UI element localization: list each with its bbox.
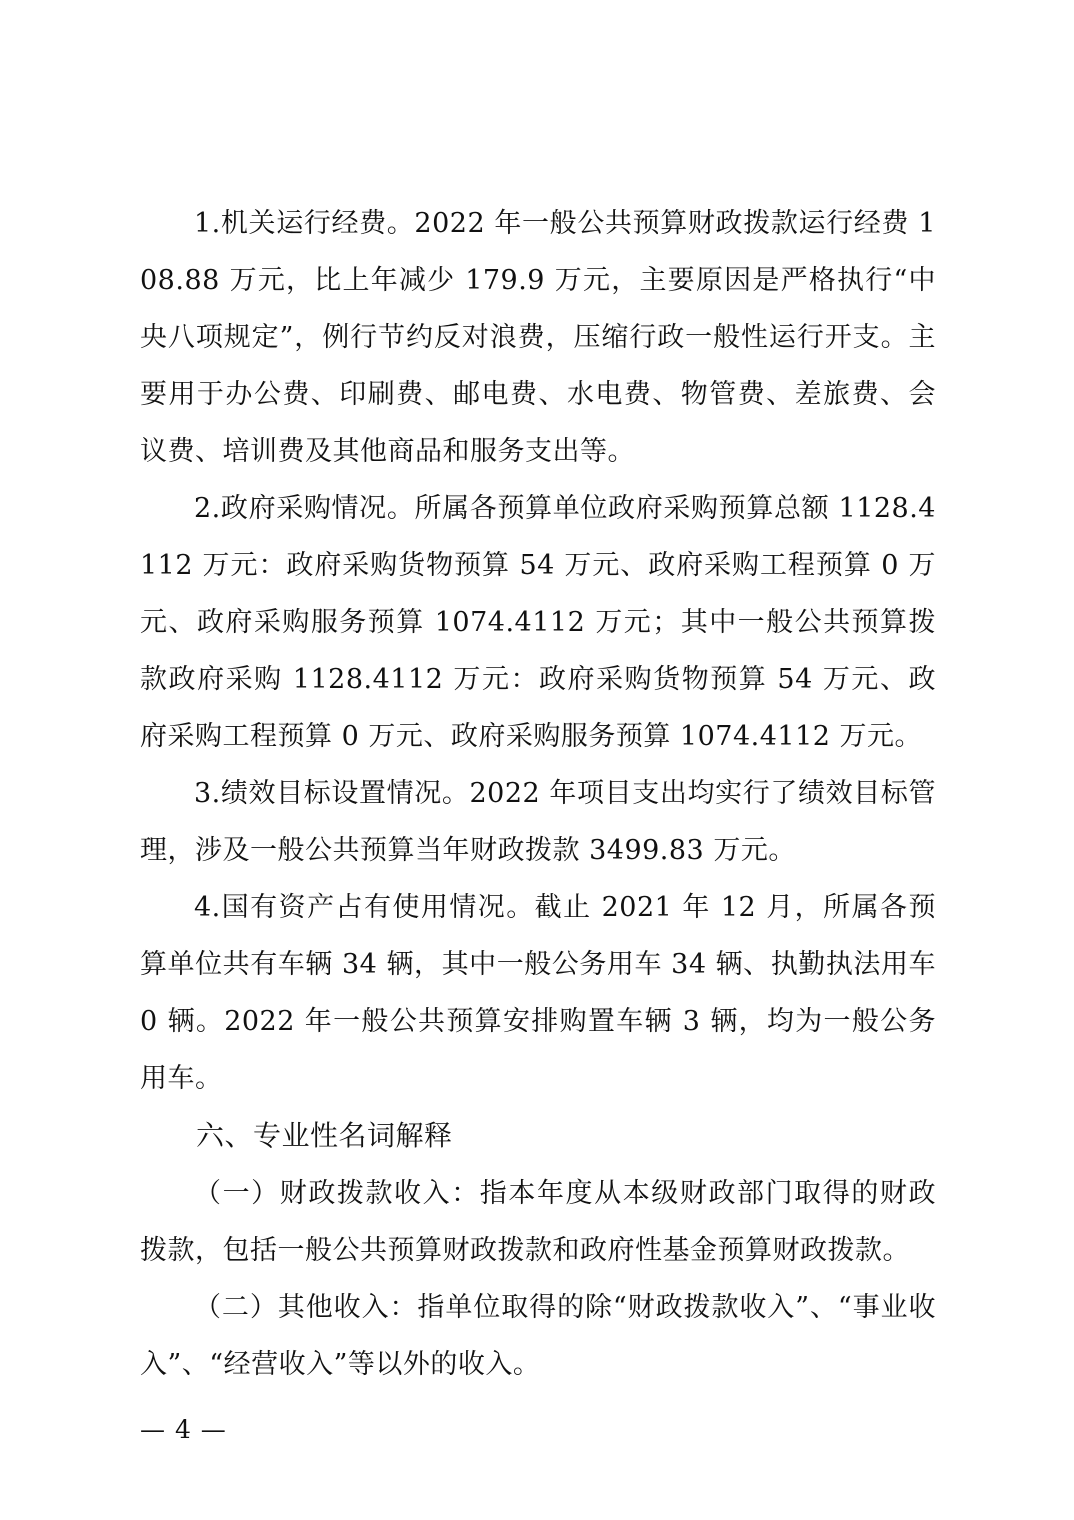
- paragraph-government-procurement: 2.政府采购情况。所属各预算单位政府采购预算总额 1128.4112 万元：政府采购货物预算 54 万元、政府采购工程预算 0 万元、政府采购服务预算 1074.4112 万元；其中一般公共预算拨款政府采购 1128.4112 万元：政府采购货物预算 54 万元、政府采购工程预算 0 万元、政府采购服务预算 1074.4112 万元。: [140, 493, 936, 752]
- paragraph-state-assets: 4.国有资产占有使用情况。截止 2021 年 12 月，所属各预算单位共有车辆 34 辆，其中一般公务用车 34 辆、执勤执法用车 0 辆。2022 年一般公共预算安排购置车辆 3 辆，均为一般公务用车。: [140, 892, 936, 1094]
- section-heading-terms: 六、专业性名词解释: [196, 1119, 453, 1152]
- document-body: [140, 195, 936, 1393]
- paragraph-operating-expenses: 1.机关运行经费。2022 年一般公共预算财政拨款运行经费 108.88 万元，比上年减少 179.9 万元，主要原因是严格执行“中央八项规定”，例行节约反对浪费，压缩行政一般性运行开支。主要用于办公费、印刷费、邮电费、水电费、物管费、差旅费、会议费、培训费及其他商品和服务支出等。: [140, 208, 936, 467]
- definition-fiscal-appropriation-income: （一）财政拨款收入：指本年度从本级财政部门取得的财政拨款，包括一般公共预算财政拨款和政府性基金预算财政拨款。: [140, 1178, 936, 1266]
- definition-other-income: （二）其他收入：指单位取得的除“财政拨款收入”、“事业收入”、“经营收入”等以外的收入。: [140, 1292, 936, 1380]
- paragraph-performance-targets: 3.绩效目标设置情况。2022 年项目支出均实行了绩效目标管理，涉及一般公共预算当年财政拨款 3499.83 万元。: [140, 778, 936, 866]
- page-number: — 4 —: [140, 1415, 227, 1444]
